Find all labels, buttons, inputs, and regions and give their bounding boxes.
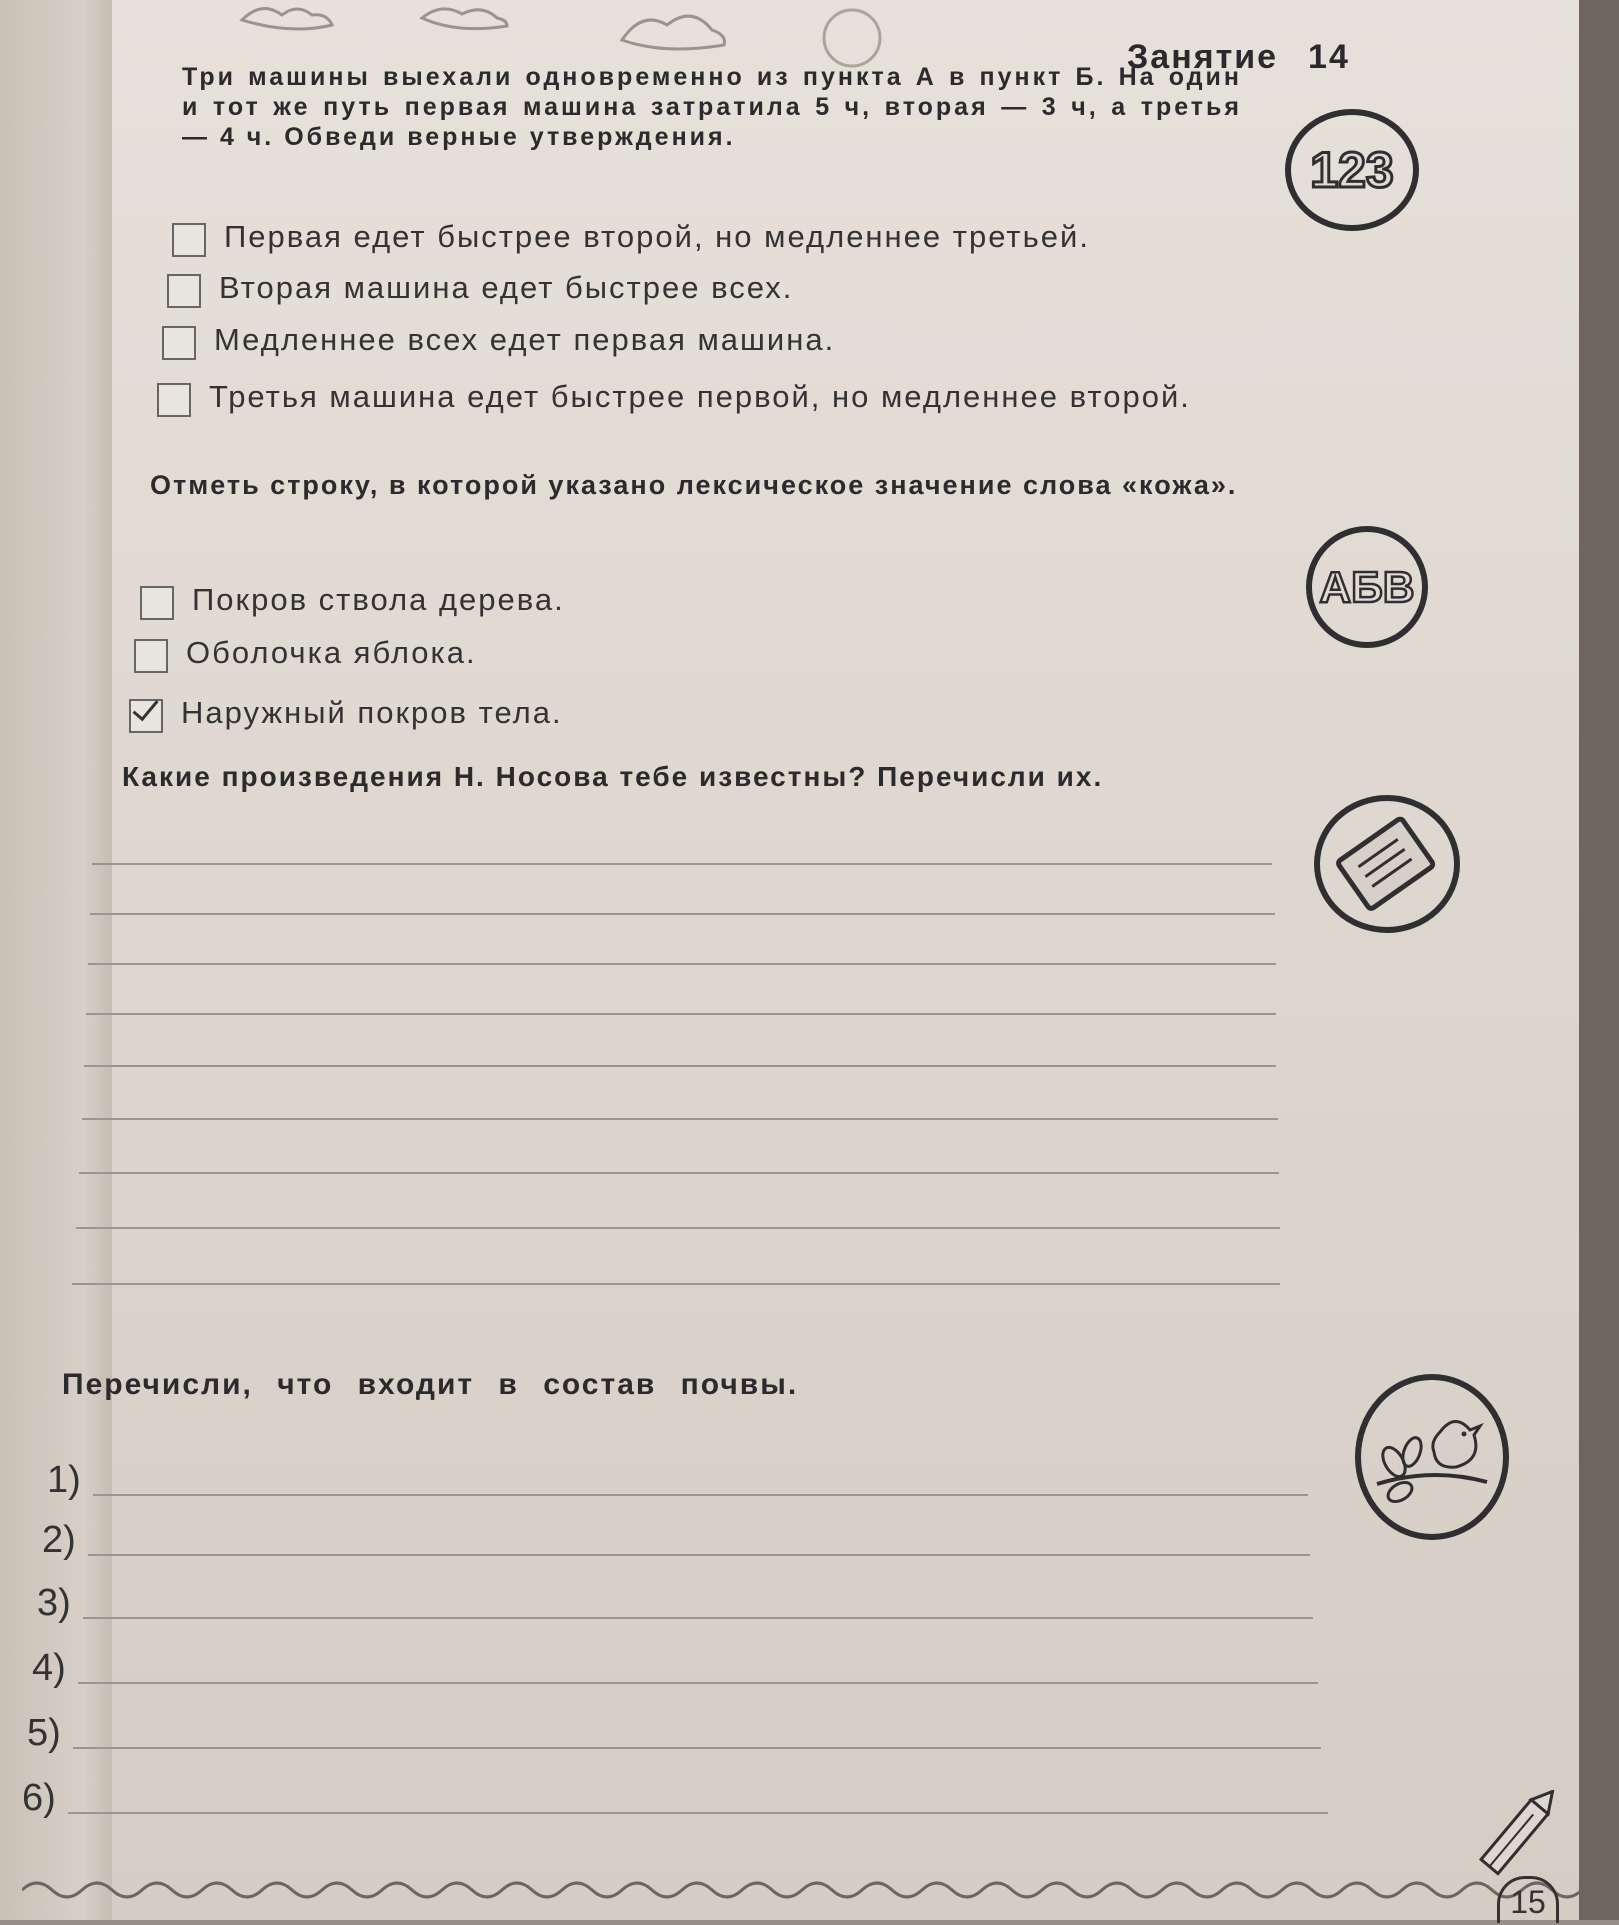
task-russian-option[interactable] [129, 693, 563, 733]
lesson-number: 14 [1308, 38, 1350, 76]
task-math-option[interactable] [157, 377, 1267, 417]
pencil-icon [1462, 1790, 1572, 1890]
checkbox[interactable] [172, 223, 206, 257]
page-number: 15 [1497, 1876, 1559, 1923]
checkbox[interactable] [134, 639, 168, 673]
alphabet-icon [1302, 522, 1432, 652]
checkbox[interactable] [162, 326, 196, 360]
item-number: 5) [27, 1712, 61, 1754]
numbered-answer-row[interactable] [42, 1512, 1310, 1562]
answer-line[interactable] [79, 1172, 1279, 1174]
numbered-answer-row[interactable] [47, 1452, 1308, 1502]
option-label: Медленнее всех едет первая машина. [214, 322, 836, 357]
task-reading-prompt: Какие произведения Н. Носова тебе известны? Перечисли их. [122, 761, 1104, 792]
item-number: 4) [32, 1647, 66, 1689]
wavy-border [22, 1870, 1582, 1910]
answer-line[interactable] [78, 1681, 1318, 1684]
option-label: Третья машина едет быстрее первой, но медленнее второй. [209, 379, 1191, 414]
option-label: Вторая машина едет быстрее всех. [219, 270, 794, 305]
answer-line[interactable] [88, 963, 1276, 965]
option-label: Покров ствола дерева. [192, 582, 565, 617]
item-number: 2) [42, 1519, 76, 1561]
bird-on-branch-icon [1352, 1372, 1512, 1542]
background-edge [1579, 0, 1619, 1920]
task-math-option[interactable] [162, 320, 1232, 360]
answer-line[interactable] [82, 1118, 1278, 1120]
checkbox-checked[interactable] [129, 699, 163, 733]
answer-line[interactable] [93, 1493, 1308, 1496]
answer-line[interactable] [76, 1227, 1280, 1229]
cloud-doodles [202, 0, 902, 70]
answer-line[interactable] [72, 1283, 1280, 1285]
numbered-answer-row[interactable] [37, 1575, 1313, 1625]
icon-label: АБВ [1319, 563, 1415, 612]
checkbox[interactable] [167, 274, 201, 308]
item-number: 3) [37, 1582, 71, 1624]
answer-line[interactable] [92, 863, 1272, 865]
checkbox[interactable] [157, 383, 191, 417]
book-icon [1312, 792, 1462, 937]
answer-line[interactable] [90, 913, 1275, 915]
task-russian-option[interactable] [140, 580, 565, 620]
numbers-123-icon [1282, 105, 1422, 235]
task-nature-prompt: Перечисли, что входит в состав почвы. [62, 1368, 799, 1401]
task-math-option[interactable] [167, 268, 1237, 308]
task-russian-prompt: Отметь строку, в которой указано лексическое значение слова «кожа». [150, 470, 1238, 500]
answer-line[interactable] [84, 1065, 1276, 1067]
task-russian-option[interactable] [134, 633, 477, 673]
answer-line[interactable] [86, 1013, 1276, 1015]
icon-label: 123 [1310, 142, 1394, 198]
item-number: 1) [47, 1459, 81, 1501]
item-number: 6) [22, 1777, 56, 1819]
task-math-option[interactable] [172, 217, 1242, 257]
facing-page-edge [0, 0, 120, 1920]
task-math-prompt: Три машины выехали одновременно из пункта А в пункт Б. На один и тот же путь первая машина затратила 5 ч, вторая — 3 ч, а третья — 4 ч. Обведи верные утверждения. [182, 63, 1242, 151]
answer-line[interactable] [68, 1811, 1328, 1814]
numbered-answer-row[interactable] [22, 1770, 1328, 1820]
answer-line[interactable] [83, 1616, 1313, 1619]
answer-line[interactable] [88, 1553, 1310, 1556]
numbered-answer-row[interactable] [27, 1705, 1321, 1755]
option-label: Оболочка яблока. [186, 635, 477, 670]
numbered-answer-row[interactable] [32, 1640, 1318, 1690]
option-label: Наружный покров тела. [181, 695, 563, 730]
answer-line[interactable] [73, 1746, 1321, 1749]
checkbox[interactable] [140, 586, 174, 620]
option-label: Первая едет быстрее второй, но медленнее третьей. [224, 219, 1090, 254]
workbook-page [22, 0, 1592, 1920]
lesson-label: Занятие [1127, 38, 1279, 76]
